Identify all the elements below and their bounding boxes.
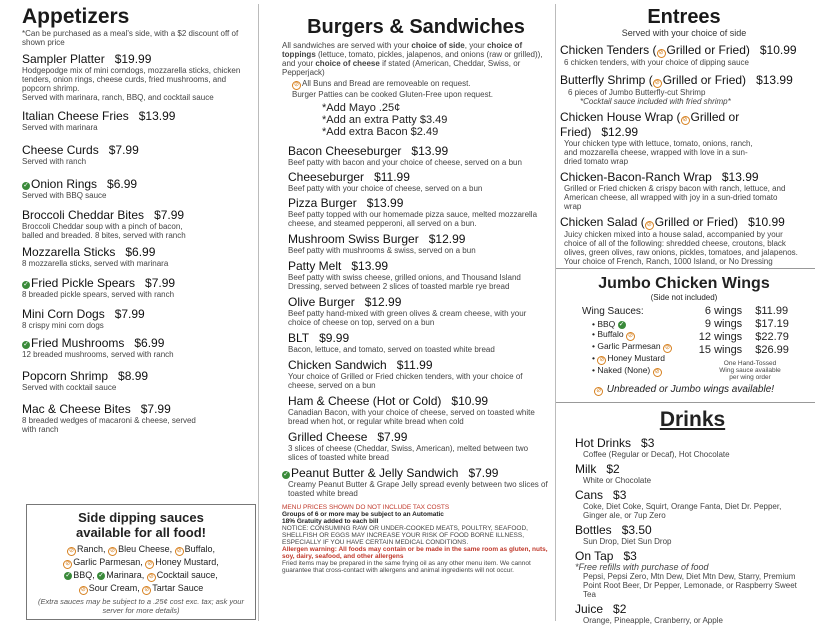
addons xyxy=(282,102,550,138)
wing-sauce: • Naked (None) ⊘ xyxy=(592,365,660,375)
menu-item xyxy=(282,259,550,291)
item-price: $6.99 xyxy=(125,245,156,259)
drink-item: Cans $3 Coke, Diet Coke, Squirt, Orange Fanta, Diet Dr. Pepper, Ginger ale, or 7up Zero xyxy=(575,488,810,520)
menu-item xyxy=(282,295,550,327)
gratuity-note: 18% Gratuity added to each bill xyxy=(282,518,379,525)
menu-item xyxy=(282,466,550,498)
drink-item: Juice $2 Orange, Pineapple, Cranberry, or Apple xyxy=(575,602,810,625)
burgers-title: Burgers & Sandwiches xyxy=(307,16,525,38)
item-desc: Your choice of French, Ranch, 1000 Island, or No Dressing xyxy=(564,257,773,266)
wings-footer: ⊘ Unbreaded or Jumbo wings available! xyxy=(595,384,775,395)
wing-size: 6 wings $11.99 xyxy=(704,305,789,317)
no-gluten-icon: ⊘ xyxy=(144,587,150,593)
sauces-note: (Extra sauces may be subject to a .25¢ cost exc. tax; ask your server for more details) xyxy=(38,597,244,615)
item-desc: Beef patty with bacon and your choice of cheese, served on a bun xyxy=(288,158,522,167)
item-desc: *Free refills with purchase of food xyxy=(575,562,709,572)
section-divider xyxy=(556,268,815,269)
no-gluten-icon: ⊘ xyxy=(628,333,634,339)
no-gluten-icon: ⊘ xyxy=(147,561,153,567)
item-price: $7.99 xyxy=(377,430,408,444)
sauces-title: Side dipping sauces xyxy=(78,510,204,525)
sauce-name: Marinara, xyxy=(106,570,145,580)
drink-item: Bottles $3.50 Sun Drop, Diet Sun Drop xyxy=(575,523,810,546)
entrees-title: Entrees xyxy=(647,6,721,28)
item-name: Pizza Burger xyxy=(288,196,357,210)
menu-item xyxy=(282,331,550,354)
item-name: Cheeseburger xyxy=(288,170,365,184)
item-name: Fried Mushrooms xyxy=(31,336,125,350)
item-name: Mac & Cheese Bites xyxy=(22,402,131,416)
item-price: $9.99 xyxy=(319,331,350,345)
gluten-free-icon: ✓ xyxy=(283,471,289,478)
item-price: $13.99 xyxy=(138,109,176,123)
notice: NOTICE: CONSUMING RAW OR UNDER-COOKED MEATS, POULTRY, SEAFOOD, SHELLFISH OR EGGS MAY INCREASE YOUR RISK OF FOOD BORNE ILLNESS, ESPECIALLY IF YOU HAVE CERTAIN MEDICAL CONDITIONS. xyxy=(282,525,528,546)
item-name: BLT xyxy=(288,331,310,345)
sauces-box xyxy=(26,504,256,620)
item-desc: Pepsi, Pepsi Zero, Mtn Dew, Diet Mtn Dew, Starry, Premium Point Root Beer, Dr Pepper, Lemonade, or Raspberry Sweet Tea xyxy=(583,572,797,599)
no-gluten-icon: ⊘ xyxy=(665,345,671,351)
burgers-section xyxy=(282,6,550,619)
item-desc: Your choice of Grilled or Fried chicken tenders, with your choice of cheese, served on a bun xyxy=(288,372,523,390)
wing-sauce-note: One Hand-Tossed Wing sauce available per wing order xyxy=(719,360,781,381)
item-price: $7.99 xyxy=(145,276,176,290)
tax-note: MENU PRICES SHOWN DO NOT INCLUDE TAX COSTS xyxy=(282,504,450,511)
burgers-intro: All sandwiches are served with your choice of side, your choice of toppings (lettuce, tomato, pickles, jalapenos, and onions (raw or grilled)), and your choice of cheese if stated (American, Cheddar, Swiss, or Pepperjack) xyxy=(282,41,543,77)
item-price: $12.99 xyxy=(428,232,466,246)
sauce-name: Garlic Parmesan, xyxy=(73,557,143,567)
item-desc: Hodgepodge mix of mini corndogs, mozzarella sticks, chicken tenders, onion rings, cheese curds, fried mushrooms, and popcorn shrimp. xyxy=(22,66,241,93)
no-gluten-icon: ⊘ xyxy=(110,548,116,554)
gf-note: ⊘ All Buns and Bread are removeable on request. Burger Patties can be cooked Gluten-Free upon request. xyxy=(292,79,494,99)
item-price: $13.99 xyxy=(756,73,793,87)
sauce-name: Tartar Sauce xyxy=(152,583,204,593)
item-price: $6.99 xyxy=(107,177,138,191)
item-desc: Beef patty hand-mixed with green olives & cream cheese, with your choice of cheese on top, served on a bun xyxy=(288,309,527,327)
sauce-list xyxy=(27,543,255,595)
item-price: $10.99 xyxy=(748,215,785,229)
sauce-name: Cocktail sauce, xyxy=(156,570,218,580)
item-desc: 12 breaded mushrooms, served with ranch xyxy=(22,350,174,359)
no-gluten-icon: ⊘ xyxy=(654,80,660,86)
no-gluten-icon: ⊘ xyxy=(80,587,86,593)
column-divider xyxy=(555,4,556,621)
item-name: Chicken House Wrap xyxy=(560,110,674,124)
item-price: $10.99 xyxy=(451,394,489,408)
drink-item: Hot Drinks $3 Coffee (Regular or Decaf), Hot Chocolate xyxy=(575,436,810,459)
item-price: $7.99 xyxy=(108,143,139,157)
item-price: $10.99 xyxy=(759,43,797,57)
item-desc: Grilled or Fried chicken & crispy bacon with ranch, lettuce, and American cheese, all wrapped with joy in a sun-dried tomato wrap xyxy=(564,184,786,211)
gluten-free-icon: ✓ xyxy=(23,182,29,189)
item-desc: Served with marinara xyxy=(22,123,98,132)
item-desc: Beef patty with mushrooms & swiss, served on a bun xyxy=(288,246,476,255)
gluten-free-icon: ✓ xyxy=(23,281,29,288)
item-desc: 8 crispy mini corn dogs xyxy=(22,321,104,330)
item-desc: 6 chicken tenders, with your choice of dipping sauce xyxy=(564,58,749,67)
no-gluten-icon: ⊘ xyxy=(176,548,182,554)
item-name: Mini Corn Dogs xyxy=(22,307,105,321)
item-name: Chicken-Bacon-Ranch Wrap xyxy=(560,170,712,184)
no-gluten-icon: ⊘ xyxy=(595,388,601,394)
wing-sauce: • ⊘ Honey Mustard xyxy=(592,353,665,363)
wings-body xyxy=(560,304,808,382)
no-gluten-icon: ⊘ xyxy=(654,369,660,375)
item-price: $13.99 xyxy=(411,144,449,158)
menu-item xyxy=(22,52,254,102)
item-desc: Coke, Diet Coke, Squirt, Orange Fanta, Diet Dr. Pepper, Ginger ale, or 7up Zero xyxy=(583,502,782,520)
item-desc: Your chicken type with lettuce, tomato, onions, ranch, and mozzarella cheese, wrapped with love in a sun-dried tomato wrap xyxy=(564,139,753,166)
menu-item: Chicken Tenders ( ⊘ Grilled or Fried) $10.99 6 chicken tenders, with your choice of dipping sauce xyxy=(560,43,808,67)
item-name: Mozzarella Sticks xyxy=(22,245,116,259)
item-price: $11.99 xyxy=(396,358,433,372)
item-name: Ham & Cheese (Hot or Cold) xyxy=(288,394,442,408)
gratuity-note: Groups of 6 or more may be subject to an Automatic xyxy=(282,511,444,518)
item-price: $11.99 xyxy=(374,170,410,184)
section-divider xyxy=(556,402,815,403)
menu-item: Chicken House Wrap ( ⊘ Grilled or Fried) $12.99 Your chicken type with lettuce, tomato, onions, ranch, and mozzarella cheese, wrapped with love in a sun-dried tomato wrap xyxy=(560,110,808,166)
wing-sauce: • Buffalo ⊘ xyxy=(592,329,634,339)
gluten-free-icon: ✓ xyxy=(618,321,625,328)
wings-title: Jumbo Chicken Wings xyxy=(598,275,770,292)
item-desc: 3 slices of cheese (Cheddar, Swiss, American), melted between two slices of toasted white bread xyxy=(288,444,529,462)
item-desc: Juicy chicken mixed into a house salad, accompanied by your choice of all of the following: shredded cheese, croutons, black olives, green olives, raw onions, pickles, tomatoes, and jalapenos. xyxy=(564,230,798,257)
item-option: Grilled or Fried) xyxy=(560,110,740,139)
fried-note: Fried items may be prepared in the same frying oil as any other menu item. We cannot guarantee that cross-contact with allergens and animal ingredients will not occur. xyxy=(282,560,531,574)
menu-item xyxy=(22,369,254,392)
wings-subtitle: (Side not included) xyxy=(650,293,718,302)
item-name: Cheese Curds xyxy=(22,143,99,157)
item-desc: 6 pieces of Jumbo Butterfly-cut Shrimp xyxy=(568,88,706,97)
menu-item xyxy=(282,232,550,255)
addon: *Add Mayo .25¢ xyxy=(322,102,401,114)
item-desc: Beef patty with your choice of cheese, served on a bun xyxy=(288,184,483,193)
entrees-subtitle: Served with your choice of side xyxy=(621,28,747,38)
menu-item xyxy=(22,245,254,268)
item-desc: 8 breaded pickle spears, served with ranch xyxy=(22,290,175,299)
sauce-name: Buffalo, xyxy=(184,544,215,554)
sauce-name: Ranch, xyxy=(77,544,106,554)
item-name: Popcorn Shrimp xyxy=(22,369,109,383)
gluten-free-icon: ✓ xyxy=(98,572,105,579)
item-desc: Served with ranch xyxy=(22,157,87,166)
appetizers-note: *Can be purchased as a meal's side, with a $2 discount off of shown price xyxy=(22,29,239,47)
wing-size: 15 wings $26.99 xyxy=(698,344,789,356)
sauce-name: Sour Cream, xyxy=(88,583,140,593)
menu-item xyxy=(22,402,254,434)
item-desc: Coffee (Regular or Decaf), Hot Chocolate xyxy=(583,450,730,459)
item-name: Chicken Tenders xyxy=(560,43,650,57)
appetizers-title: Appetizers xyxy=(22,5,130,28)
item-name: Bacon Cheeseburger xyxy=(288,144,402,158)
item-price: $7.99 xyxy=(114,307,145,321)
sauce-name: Honey Mustard, xyxy=(155,557,219,567)
item-name: Broccoli Cheddar Bites xyxy=(22,208,145,222)
item-desc: Served with BBQ sauce xyxy=(22,191,107,200)
item-desc: Sun Drop, Diet Sun Drop xyxy=(583,537,672,546)
wing-size: 9 wings $17.19 xyxy=(704,318,789,330)
menu-item xyxy=(22,177,254,200)
item-name: Italian Cheese Fries xyxy=(22,109,129,123)
item-option: Grilled or Fried) xyxy=(666,43,750,57)
no-gluten-icon: ⊘ xyxy=(599,357,605,363)
gluten-free-icon: ✓ xyxy=(23,341,29,348)
wing-sauces-list xyxy=(592,319,673,377)
drinks-title: Drinks xyxy=(659,408,726,431)
item-desc: Served with marinara, ranch, BBQ, and cocktail sauce xyxy=(22,93,214,102)
item-desc: White or Chocolate xyxy=(583,476,652,485)
column-divider xyxy=(258,4,259,621)
item-name: Patty Melt xyxy=(288,259,342,273)
menu-item xyxy=(22,143,254,166)
no-gluten-icon: ⊘ xyxy=(682,117,688,123)
menu-item: Butterfly Shrimp ( ⊘ Grilled or Fried) $13.99 6 pieces of Jumbo Butterfly-cut Shrimp *Cocktail sauce included with fried shrimp* xyxy=(560,73,808,106)
no-gluten-icon: ⊘ xyxy=(293,82,300,88)
item-name: Olive Burger xyxy=(288,295,355,309)
item-price: $13.99 xyxy=(721,170,759,184)
menu-item: Chicken Salad ( ⊘ Grilled or Fried) $10.99 Juicy chicken mixed into a house salad, accompanied by your choice of all of the following: shredded cheese, croutons, black olives, green olives, raw onions, pickles, tomatoes, and jalapenos. Your choice of French, Ranch, 1000 Island, or No Dressing xyxy=(560,215,808,266)
item-option: Grilled or Fried) xyxy=(662,73,747,87)
item-price: $7.99 xyxy=(468,466,499,480)
item-price: $8.99 xyxy=(118,369,149,383)
menu-item xyxy=(282,430,550,462)
addon: *Add an extra Patty $3.49 xyxy=(322,114,448,126)
item-desc: 8 mozzarella sticks, served with marinara xyxy=(22,259,169,268)
item-price: $12.99 xyxy=(364,295,402,309)
drinks-section xyxy=(575,408,810,625)
item-price: $13.99 xyxy=(351,259,389,273)
wing-sizes xyxy=(695,305,789,357)
no-gluten-icon: ⊘ xyxy=(69,548,75,554)
wing-sauce: • Garlic Parmesan ⊘ xyxy=(592,341,671,351)
item-name: Mushroom Swiss Burger xyxy=(288,232,419,246)
menu-item xyxy=(22,276,254,299)
item-price: $7.99 xyxy=(154,208,185,222)
item-name: Chicken Salad xyxy=(560,215,638,229)
item-name: Peanut Butter & Jelly Sandwich xyxy=(291,466,459,480)
item-desc: Bacon, lettuce, and tomato, served on toasted white bread xyxy=(288,345,495,354)
item-name: Onion Rings xyxy=(31,177,98,191)
wings-section xyxy=(560,275,808,396)
item-price: $7.99 xyxy=(140,402,171,416)
addon: *Add extra Bacon $2.49 xyxy=(322,126,439,138)
item-price: $13.99 xyxy=(366,196,404,210)
menu-item xyxy=(282,144,550,167)
wing-sauce: • BBQ ✓ xyxy=(592,319,625,329)
item-price: $6.99 xyxy=(134,336,165,350)
allergen-warning: Allergen warning: All foods may contain or be made in the same room as gluten, nuts, soy, dairy, seafood, and other allergens xyxy=(282,546,548,560)
item-option: Grilled or Fried) xyxy=(654,215,739,229)
menu-item xyxy=(22,336,254,359)
item-desc: 8 breaded wedges of macaroni & cheese, served with ranch xyxy=(22,416,196,434)
item-desc: Beef patty topped with our homemade pizza sauce, melted mozzarella cheese, and steamed pepperoni, all served on a bun. xyxy=(288,210,538,228)
item-price: $19.99 xyxy=(114,52,152,66)
item-name: Fried Pickle Spears xyxy=(31,276,136,290)
wing-size: 12 wings $22.79 xyxy=(698,331,789,343)
drink-item: On Tap $3 *Free refills with purchase of food Pepsi, Pepsi Zero, Mtn Dew, Diet Mtn Dew, Starry, Premium Point Root Beer, Dr Pepper, Lemonade, or Raspberry Sweet Tea xyxy=(575,549,810,599)
menu-item xyxy=(22,307,254,330)
legal-notes xyxy=(282,504,550,574)
item-desc: Canadian Bacon, with your choice of cheese, served on toasted white bread when hot, or regular white bread when cold xyxy=(288,408,535,426)
wing-sauces-title: Wing Sauces: xyxy=(582,306,644,317)
no-gluten-icon: ⊘ xyxy=(658,50,664,56)
menu-item xyxy=(22,208,254,240)
item-name: Butterfly Shrimp xyxy=(560,73,646,87)
sauces-title: available for all food! xyxy=(75,525,207,540)
item-desc: Beef patty with swiss cheese, grilled onions, and Thousand Island Dressing, served between 2 slices of toasted marble rye bread xyxy=(288,273,521,291)
no-gluten-icon: ⊘ xyxy=(646,222,652,228)
sauce-name: BBQ, xyxy=(73,570,95,580)
no-gluten-icon: ⊘ xyxy=(148,574,154,580)
item-desc: Orange, Pineapple, Cranberry, or Apple xyxy=(583,616,723,625)
item-desc: *Cocktail sauce included with fried shrimp* xyxy=(580,97,731,106)
menu-item xyxy=(22,109,254,132)
sauce-name: Bleu Cheese, xyxy=(118,544,173,554)
item-desc: Served with cocktail sauce xyxy=(22,383,117,392)
item-price: $12.99 xyxy=(601,125,639,139)
menu-item xyxy=(282,394,550,426)
item-name: Sampler Platter xyxy=(22,52,105,66)
item-desc: Broccoli Cheddar soup with a pinch of bacon, balled and breaded. 8 bites, served with ranch xyxy=(22,222,186,240)
menu-item xyxy=(560,170,808,211)
menu-item xyxy=(282,358,550,390)
drink-item: Milk $2 White or Chocolate xyxy=(575,462,810,485)
menu-item xyxy=(282,170,550,193)
gluten-free-icon: ✓ xyxy=(65,572,72,579)
item-desc: Creamy Peanut Butter & Grape Jelly spread evenly between two slices of toasted white bread xyxy=(288,480,548,498)
item-name: Grilled Cheese xyxy=(288,430,368,444)
menu-item xyxy=(282,196,550,228)
no-gluten-icon: ⊘ xyxy=(65,561,71,567)
item-name: Chicken Sandwich xyxy=(288,358,387,372)
